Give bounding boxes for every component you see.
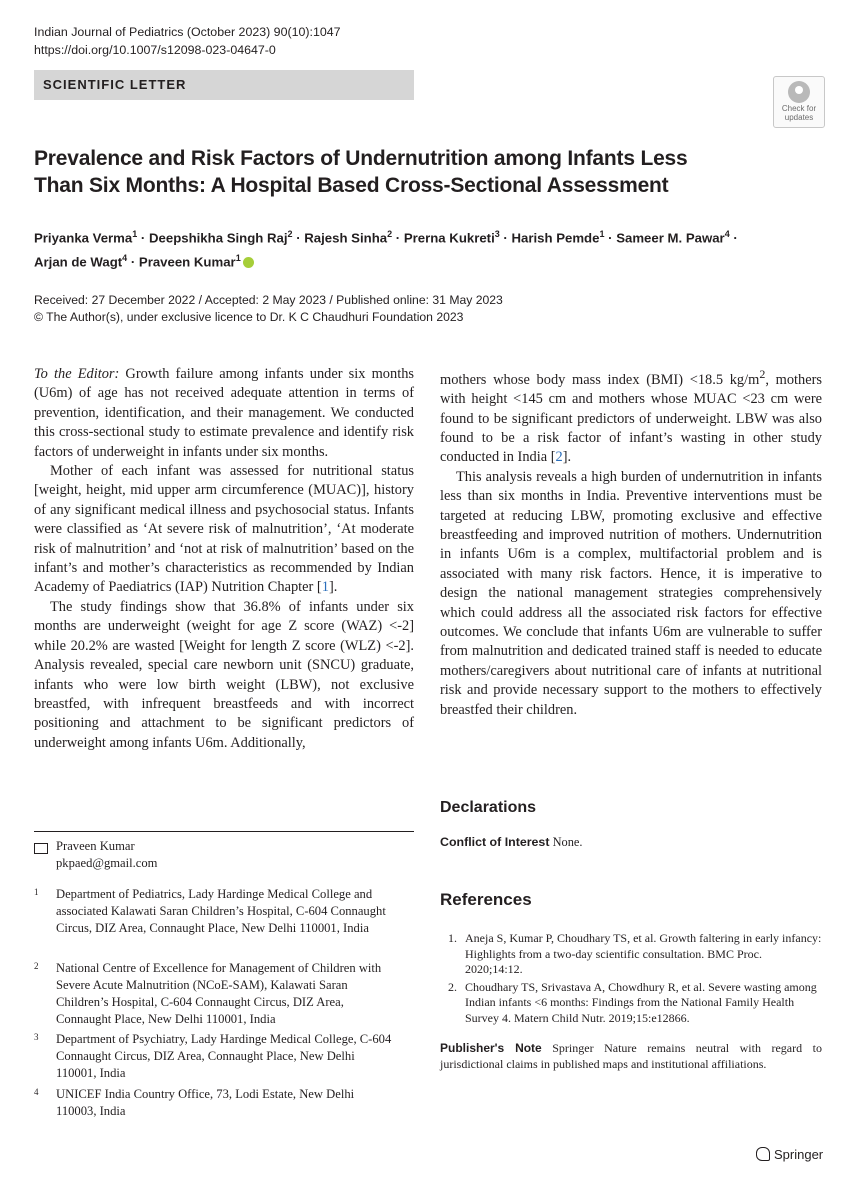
body-paragraph-3: The study findings show that 36.8% of infants under six months are underweight (weight for age Z score (WAZ) <-2] while 20.2% are wasted [Weight for length Z score (WLZ) <-2]. Analysis revealed, special care newborn unit (SNCU) graduate, infants who were low birth weight (LBW), not exclusive breastfed, with infrequent breastfeeds and with incorrect positioning and attachment to be significant predictors of underweight among infants U6m. Additionally, xyxy=(34,598,414,751)
publisher-footer xyxy=(756,1147,823,1162)
body-column-right xyxy=(440,365,822,720)
citation-link[interactable]: 2 xyxy=(555,449,563,466)
reference-list xyxy=(440,931,822,1029)
reference-item xyxy=(440,980,822,1027)
affiliation-2: National Centre of Excellence for Management of Children with Severe Acute Malnutrition (NCoE-SAM), Kalawati Saran Children’s Hospital, C-604 Connaught Circus, DIZ Area, Connaught Place, New Delhi 110001, India xyxy=(56,961,382,1026)
declarations-heading: Declarations xyxy=(440,799,537,816)
affiliation-number: 3 xyxy=(34,1032,39,1042)
coi-label: Conflict of Interest xyxy=(440,835,550,849)
journal-header xyxy=(34,23,341,59)
author-affiliation: 2 xyxy=(387,229,393,239)
springer-horse-icon xyxy=(756,1147,770,1161)
article-title xyxy=(34,145,774,199)
author-name[interactable]: Rajesh Sinha xyxy=(304,230,388,246)
article-type-bar xyxy=(34,70,414,100)
author-affiliation: 3 xyxy=(494,229,500,239)
correspondence-block xyxy=(56,838,396,872)
author-name[interactable]: Priyanka Verma xyxy=(34,230,133,246)
affiliation-number: 1 xyxy=(34,887,39,897)
affiliation-4: UNICEF India Country Office, 73, Lodi Estate, New Delhi 110003, India xyxy=(56,1087,355,1118)
orcid-icon[interactable] xyxy=(243,257,254,268)
author-name[interactable]: Praveen Kumar xyxy=(138,254,236,270)
article-type-label: SCIENTIFIC LETTER xyxy=(43,77,187,92)
body-paragraph-2 xyxy=(34,462,414,598)
journal-citation: Indian Journal of Pediatrics (October 2023) 90(10):1047 xyxy=(34,25,341,39)
author-name[interactable]: Deepshikha Singh Raj xyxy=(149,230,288,246)
affiliation-number: 2 xyxy=(34,961,39,971)
footnote-divider xyxy=(34,831,414,832)
doi-link[interactable]: https://doi.org/10.1007/s12098-023-04647-0 xyxy=(34,43,276,57)
affiliation-1: Department of Pediatrics, Lady Hardinge Medical College and associated Kalawati Saran Children’s Hospital, C-604 Connaught Circus, DIZ Area, Connaught Place, New Delhi 110001, India xyxy=(56,887,386,935)
body-paragraph-1 xyxy=(34,365,414,462)
author-list: Priyanka Verma$^1$ · Deepshikha Singh Raj$^2$ · Rajesh Sinha$^2$ · Prerna Kukreti$^3$ · Harish Pemde$^1$ · Sameer M. Pawar$^4$ · Arjan de Wagt$^4$ · Praveen Kumar$^1$ xyxy=(34,229,738,270)
publication-history: Received: 27 December 2022 / Accepted: 2 May 2023 / Published online: 31 May 2023 xyxy=(34,293,503,307)
affiliation-3: Department of Psychiatry, Lady Hardinge Medical College, C-604 Connaught Circus, DIZ Area, Connaught Place, New Delhi 110001, India xyxy=(56,1032,392,1080)
title-line-1: Prevalence and Risk Factors of Undernutrition among Infants Less xyxy=(34,147,688,170)
paragraph-text: ]. xyxy=(328,579,338,596)
body-column-left xyxy=(34,365,414,753)
copyright-line: © The Author(s), under exclusive licence to Dr. K C Chaudhuri Foundation 2023 xyxy=(34,310,464,324)
author-name[interactable]: Sameer M. Pawar xyxy=(616,230,725,246)
publisher-name: Springer xyxy=(774,1147,824,1162)
affiliation-number: 4 xyxy=(34,1087,39,1097)
check-for-updates-line1: Check for xyxy=(781,104,817,113)
salutation: To the Editor: xyxy=(34,366,120,382)
body-paragraph-5: This analysis reveals a high burden of undernutrition in infants less than six months in India. Preventive interventions must be targeted at reducing LBW, promoting exclusive and effective breastfeeding and improved nutrition of mothers. Undernutrition in infants U6m is a complex, multifactorial problem and is associated with many risk factors. Hence, it is imperative to design the national management strategies comprehensively which could address all the associated risk factors for effective outcomes. We conclude that infants U6m are vulnerable to suffer from malnutrition and dedicated trained staff is needed to educate mothers/caregivers about nutritional care of infants at nutritional risk and provide necessary support to the mothers to effectively breastfed their children. xyxy=(440,468,822,718)
reference-number: 1. xyxy=(448,931,457,945)
conflict-of-interest xyxy=(440,835,583,850)
author-affiliation: 4 xyxy=(724,229,730,239)
reference-text: Choudhary TS, Srivastava A, Chowdhury R, et al. Severe wasting among Indian infants <6 months: Findings from the National Family Health Survey 4. Matern Child Nutr. 2019;15:e12866. xyxy=(465,979,817,1025)
reference-number: 2. xyxy=(448,979,457,994)
article-dates xyxy=(34,292,503,326)
title-line-2: Than Six Months: A Hospital Based Cross-Sectional Assessment xyxy=(34,174,669,197)
author-affiliation: 1 xyxy=(132,229,138,239)
author-affiliation: 1 xyxy=(599,229,605,239)
author-affiliation: 4 xyxy=(122,253,128,264)
paragraph-text: ]. xyxy=(562,449,572,466)
publisher-note-text: Springer Nature remains neutral with regard to jurisdictional claims in published maps and institutional affiliations. xyxy=(440,1041,822,1071)
coi-value: None. xyxy=(552,835,583,849)
body-paragraph-4 xyxy=(440,365,822,468)
author-affiliation: 2 xyxy=(287,229,293,239)
check-for-updates-line2: updates xyxy=(784,113,814,122)
author-affiliation: 1 xyxy=(235,253,241,264)
paragraph-text: Mother of each infant was assessed for nutritional status [weight, height, mid upper arm circumference (MUAC)], history of any significant medical illness and psychosocial status. Infants were classified as ‘At severe risk of malnutrition’, ‘At moderate risk of malnutrition’ and ‘not at risk of malnutrition’ based on the infant’s and mother’s characteristics as recommended by Indian Academy of Paediatrics (IAP) Nutrition Chapter [ xyxy=(34,463,414,596)
correspondence-email[interactable]: pkpaed@gmail.com xyxy=(56,856,158,870)
superscript: 2 xyxy=(759,367,766,381)
paragraph-text: , mothers with height <145 cm and mothers whose MUAC <23 cm were found to be significant predictors of underweight. LBW was also found to be a risk factor of infant’s wasting in other study conducted in India [ xyxy=(440,371,822,466)
citation-link[interactable]: 1 xyxy=(321,579,329,596)
envelope-icon xyxy=(34,843,48,854)
reference-text: Aneja S, Kumar P, Choudhary TS, et al. Growth faltering in early infancy: Highlights from a two-day scientific consultation. BMC Proc. 2020;14:12. xyxy=(465,931,822,977)
check-for-updates-badge[interactable] xyxy=(773,76,825,128)
publisher-note-label: Publisher's Note xyxy=(440,1041,542,1055)
publisher-note xyxy=(440,1041,822,1072)
paragraph-text: Growth failure among infants under six months (U6m) of age has not received adequate attention in terms of prevention, identification, and their management. We conducted this cross-sectional study to estimate prevalence and identify risk factors of underweight in infants under six months. xyxy=(34,366,414,460)
author-name[interactable]: Prerna Kukreti xyxy=(403,230,495,246)
author-name[interactable]: Arjan de Wagt xyxy=(34,254,123,270)
reference-item xyxy=(440,931,822,978)
paragraph-text: mothers whose body mass index (BMI) <18.5 kg/m xyxy=(440,371,760,388)
crossmark-icon xyxy=(788,81,810,103)
author-name[interactable]: Harish Pemde xyxy=(511,230,600,246)
references-heading: References xyxy=(440,890,532,909)
correspondence-name: Praveen Kumar xyxy=(56,839,135,853)
